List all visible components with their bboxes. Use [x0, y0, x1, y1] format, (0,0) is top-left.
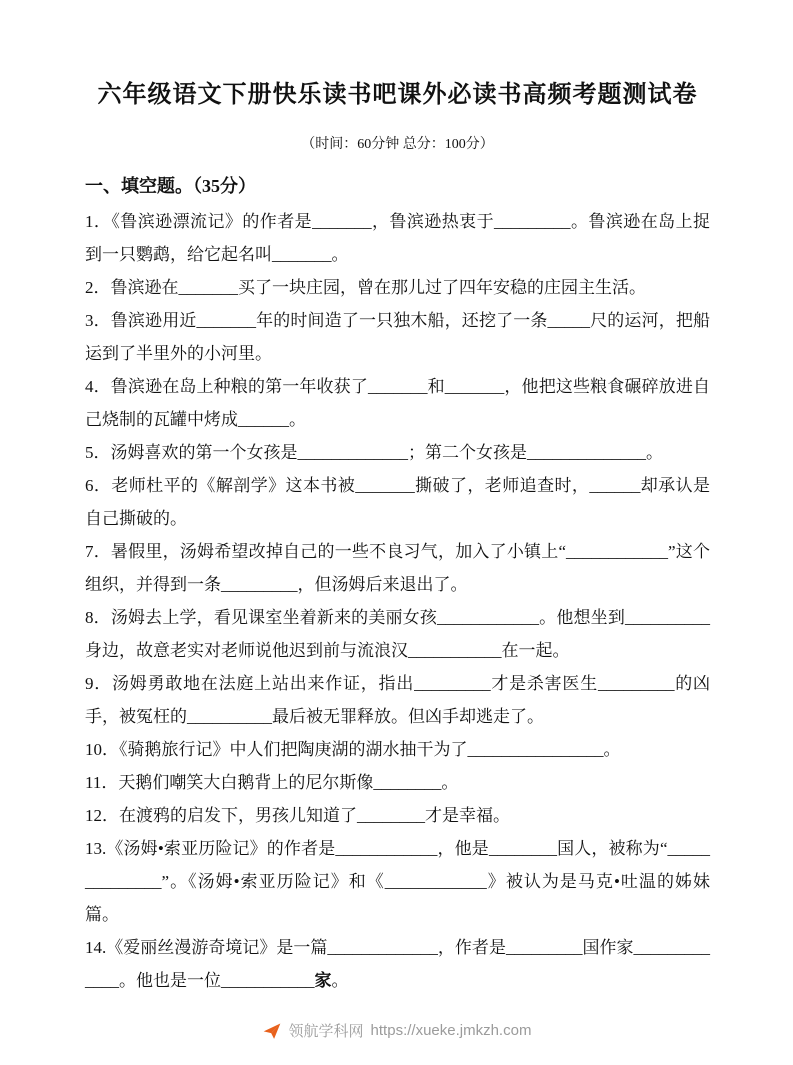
watermark-footer	[0, 1020, 793, 1041]
question-11: 11．天鹅们嘲笑大白鹅背上的尼尔斯像________。	[85, 773, 459, 793]
footer-url: https://xueke.jmkzh.com	[370, 1022, 532, 1039]
question-14-bold-char: 家	[314, 971, 332, 991]
question-4: 4．鲁滨逊在岛上种粮的第一年收获了_______和_______，他把这些粮食碾碎放进自己烧制的瓦罐中烤成______。	[85, 377, 710, 430]
question-14-period: 。	[331, 971, 349, 991]
question-9: 9．汤姆勇敢地在法庭上站出来作证，指出_________才是杀害医生_________的凶手，被冤枉的__________最后被无罪释放。但凶手却逃走了。	[85, 674, 710, 727]
question-7: 7．暑假里，汤姆希望改掉自己的一些不良习气，加入了小镇上“____________”这个组织，并得到一条_________，但汤姆后来退出了。	[85, 542, 710, 595]
question-13: 13.《汤姆•索亚历险记》的作者是____________，他是________国人，被称为“______________”。《汤姆•索亚历险记》和《____________》被认为是马克•吐温的姊妹篇。	[85, 839, 710, 925]
exam-time-score-info: （时间：60分钟 总分：100分）	[301, 137, 494, 153]
paper-airplane-icon	[262, 1021, 282, 1041]
page-title: 六年级语文下册快乐读书吧课外必读书高频考题测试卷	[97, 82, 698, 108]
question-10: 10．《骑鹅旅行记》中人们把陶庚湖的湖水抽干为了________________。	[85, 740, 621, 760]
question-list	[85, 205, 710, 997]
question-8: 8．汤姆去上学，看见课室坐着新来的美丽女孩____________。他想坐到__________身边，故意老实对老师说他迟到前与流浪汉___________在一起。	[85, 608, 710, 661]
footer-site-name: 领航学科网	[288, 1023, 364, 1040]
question-6: 6．老师杜平的《解剖学》这本书被_______撕破了，老师追查时，______却承认是自己撕破的。	[85, 476, 710, 529]
question-14-text: 14.《爱丽丝漫游奇境记》是一篇_____________，作者是_________国作家_____________。他也是一位___________	[85, 938, 710, 991]
question-14	[85, 931, 710, 997]
question-1: 1．《鲁滨逊漂流记》的作者是_______，鲁滨逊热衷于_________。鲁滨逊在岛上捉到一只鹦鹉，给它起名叫_______。	[85, 212, 710, 265]
section-heading-fill-in-blanks: 一、填空题。（35分）	[85, 176, 256, 197]
question-3: 3．鲁滨逊用近_______年的时间造了一只独木船，还挖了一条_____尺的运河，把船运到了半里外的小河里。	[85, 311, 710, 364]
question-2: 2．鲁滨逊在_______买了一块庄园，曾在那儿过了四年安稳的庄园主生活。	[85, 278, 646, 298]
question-12: 12．在渡鸦的启发下，男孩儿知道了________才是幸福。	[85, 806, 510, 826]
question-5: 5．汤姆喜欢的第一个女孩是_____________；第二个女孩是______________。	[85, 443, 663, 463]
